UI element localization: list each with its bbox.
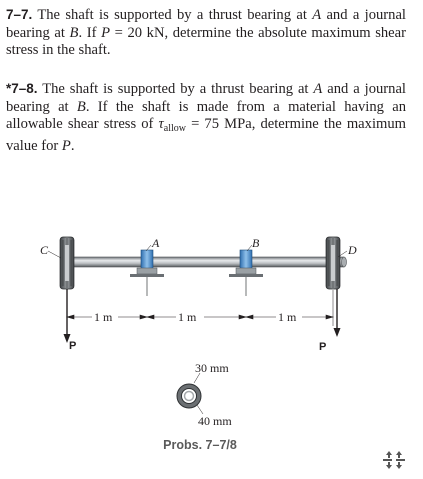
problem-text: = 20 kN, determine the absolute maximum shear stress in the shaft. (6, 24, 407, 59)
figure-caption: Probs. 7–7/8 (163, 438, 237, 452)
load-label-left: P (69, 340, 77, 352)
expand-arrows-icon[interactable] (383, 449, 405, 471)
problem-text: . If (78, 24, 102, 41)
dimension-1m-middle: 1 m (178, 310, 197, 324)
shaft-cross-section (177, 373, 203, 414)
load-label-right: P (319, 341, 327, 353)
problem-number: *7–8. (6, 81, 38, 96)
var-a: A (313, 81, 323, 97)
label-b: B (252, 236, 260, 250)
var-a: A (312, 7, 322, 23)
inner-diameter-label: 30 mm (195, 361, 229, 375)
outer-diameter-label: 40 mm (198, 414, 232, 428)
problem-text: . (70, 137, 75, 154)
problem-text: The shaft is supported by a thrust bearing at (42, 81, 314, 97)
var-b: B (76, 98, 86, 115)
label-a: A (152, 236, 160, 250)
var-p: P (101, 24, 110, 41)
tau-subscript: allow (163, 123, 186, 135)
problem-text: = 75 MPa, determine the maximum value for (6, 116, 407, 154)
problem-text: and a journal bearing at (6, 81, 406, 115)
pulley-d (326, 237, 340, 289)
tau-symbol: τ (158, 116, 164, 133)
problem-text: . If the shaft is made from a material having an allowable shear stress of (6, 98, 406, 133)
problem-number: 7–7. (6, 7, 33, 22)
shaft-end (342, 257, 347, 267)
problem-text: and a journal bearing at (6, 7, 406, 41)
var-b: B (69, 24, 79, 41)
pulley-c (60, 237, 74, 289)
label-c: C (40, 243, 49, 257)
dimension-1m-left: 1 m (94, 310, 113, 324)
problem-text: The shaft is supported by a thrust bearing at (37, 7, 313, 23)
dimension-1m-right: 1 m (278, 310, 297, 324)
label-d: D (348, 243, 357, 257)
var-p: P (61, 137, 71, 154)
load-arrow-right (334, 289, 341, 337)
shaft (62, 257, 344, 267)
